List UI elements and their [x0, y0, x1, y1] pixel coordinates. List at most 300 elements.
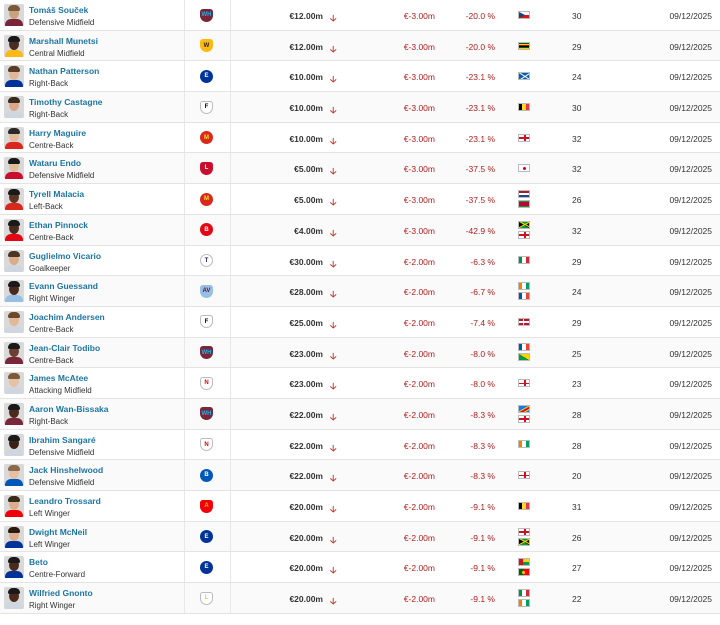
player-position: Attacking Midfield: [29, 386, 92, 396]
player-position: Centre-Back: [29, 232, 74, 242]
column-divider: [184, 399, 185, 429]
club-crest-icon[interactable]: [199, 7, 214, 23]
column-divider: [230, 0, 231, 30]
player-name-link[interactable]: Harry Maguire: [29, 127, 87, 138]
column-divider: [230, 522, 231, 552]
table-row: [0, 31, 720, 62]
club-crest-icon[interactable]: [199, 559, 214, 575]
player-name-link[interactable]: Marshall Munetsi: [29, 35, 98, 46]
value-change-percent: -8.3 %: [470, 471, 495, 482]
value-change-percent: -23.1 %: [465, 72, 495, 83]
player-name-link[interactable]: Leandro Trossard: [29, 496, 101, 506]
value-change-percent: -6.3 %: [470, 256, 495, 267]
value-change: €-2.00m: [403, 379, 435, 390]
flag-en-icon: [518, 415, 530, 423]
player-position: Defensive Midfield: [29, 18, 95, 27]
nationality-flags: [518, 368, 532, 398]
update-date: 09/12/2025: [669, 594, 712, 605]
player-photo[interactable]: [4, 464, 24, 486]
club-crest-icon[interactable]: [199, 467, 214, 483]
arrow-down-icon: 🡣: [330, 411, 337, 422]
player-position: Centre-Back: [29, 324, 74, 334]
player-position: Centre-Forward: [29, 570, 86, 580]
column-divider: [184, 61, 185, 91]
arrow-down-icon: 🡣: [330, 289, 337, 300]
column-divider: [184, 31, 185, 61]
table-row: [0, 491, 720, 522]
arrow-down-icon: 🡣: [330, 74, 337, 85]
value-change-percent: -42.9 %: [465, 225, 495, 236]
update-date: 09/12/2025: [669, 348, 712, 359]
player-photo[interactable]: [4, 65, 24, 87]
player-photo[interactable]: [4, 587, 24, 609]
value-change: €-2.00m: [403, 594, 435, 605]
flag-fr-icon: [518, 343, 530, 351]
club-crest-icon[interactable]: [199, 222, 214, 238]
player-photo[interactable]: [4, 311, 24, 333]
player-name-link[interactable]: Tomáš Souček: [29, 5, 89, 15]
club-crest-icon[interactable]: [199, 590, 214, 606]
market-value: €4.00m: [294, 225, 323, 236]
club-crest-icon[interactable]: [199, 191, 214, 207]
club-crest-icon[interactable]: [199, 529, 214, 545]
value-change: €-2.00m: [403, 440, 435, 451]
player-name-link[interactable]: Dwight McNeil: [29, 526, 88, 537]
value-change-percent: -6.7 %: [470, 287, 495, 298]
club-label: A: [200, 500, 213, 513]
player-photo[interactable]: [4, 219, 24, 241]
flag-en-icon: [518, 528, 530, 536]
flag-ci-icon: [518, 599, 530, 607]
update-date: 09/12/2025: [669, 133, 712, 144]
player-photo[interactable]: [4, 556, 24, 578]
flag-cd-icon: [518, 405, 530, 413]
table-row: [0, 307, 720, 338]
column-divider: [230, 246, 231, 276]
arrow-down-icon: 🡣: [330, 442, 337, 453]
club-label: M: [200, 131, 213, 144]
arrow-down-icon: 🡣: [330, 43, 337, 54]
update-date: 09/12/2025: [669, 379, 712, 390]
value-change-percent: -23.1 %: [465, 103, 495, 114]
table-row: [0, 552, 720, 583]
value-change: €-3.00m: [403, 225, 435, 236]
market-value: €5.00m: [294, 195, 323, 206]
player-photo[interactable]: [4, 434, 24, 456]
player-age: 20: [572, 471, 582, 482]
player-photo[interactable]: [4, 280, 24, 302]
player-name-link[interactable]: Aaron Wan-Bissaka: [29, 403, 109, 414]
player-age: 32: [572, 164, 582, 175]
player-photo[interactable]: [4, 188, 24, 210]
club-label: T: [200, 254, 213, 267]
update-date: 09/12/2025: [669, 471, 712, 482]
player-photo[interactable]: [4, 526, 24, 548]
flag-be-icon: [518, 103, 530, 111]
column-divider: [184, 92, 185, 122]
table-row: [0, 430, 720, 461]
player-age: 32: [572, 133, 582, 144]
club-label: B: [200, 469, 213, 482]
value-change: €-3.00m: [403, 72, 435, 83]
club-label: L: [200, 162, 213, 175]
flag-jp-icon: [518, 164, 530, 172]
market-value: €10.00m: [289, 133, 323, 144]
nationality-flags: [518, 31, 532, 61]
market-value: €28.00m: [289, 287, 323, 298]
column-divider: [230, 491, 231, 521]
club-crest-icon[interactable]: [199, 375, 214, 391]
player-name-link[interactable]: Ethan Pinnock: [29, 219, 89, 230]
nationality-flags: [518, 215, 532, 245]
column-divider: [184, 215, 185, 245]
value-change-percent: -8.3 %: [470, 440, 495, 451]
value-change-percent: -9.1 %: [470, 532, 495, 543]
table-row: [0, 0, 720, 31]
club-crest-icon[interactable]: [199, 130, 214, 146]
nationality-flags: [518, 92, 532, 122]
player-position: Right-Back: [29, 416, 69, 426]
column-divider: [184, 460, 185, 490]
nationality-flags: [518, 61, 532, 91]
arrow-down-icon: 🡣: [330, 596, 337, 607]
update-date: 09/12/2025: [669, 225, 712, 236]
nationality-flags: [518, 276, 532, 306]
market-value: €22.00m: [289, 471, 323, 482]
table-row: [0, 61, 720, 92]
arrow-down-icon: 🡣: [330, 135, 337, 146]
player-position: Defensive Midfield: [29, 478, 95, 488]
player-name-link[interactable]: Ibrahim Sangaré: [29, 434, 96, 445]
player-photo[interactable]: [4, 127, 24, 149]
club-label: WH: [200, 9, 213, 22]
column-divider: [184, 368, 185, 398]
club-label: E: [200, 561, 213, 574]
flag-pt-icon: [518, 568, 530, 576]
column-divider: [184, 430, 185, 460]
table-row: [0, 522, 720, 553]
column-divider: [230, 276, 231, 306]
table-row: [0, 338, 720, 369]
player-position: Defensive Midfield: [29, 171, 95, 181]
update-date: 09/12/2025: [669, 563, 712, 574]
player-name-link[interactable]: Jean-Clair Todibo: [29, 342, 101, 353]
value-change-percent: -9.1 %: [470, 502, 495, 512]
club-crest-icon[interactable]: [199, 437, 214, 453]
player-photo[interactable]: [4, 403, 24, 425]
player-age: 24: [572, 287, 582, 298]
player-age: 22: [572, 594, 582, 605]
club-label: N: [200, 377, 213, 390]
column-divider: [184, 338, 185, 368]
flag-be-icon: [518, 502, 530, 510]
update-date: 09/12/2025: [669, 532, 712, 543]
table-row: [0, 246, 720, 277]
club-label: E: [200, 530, 213, 543]
update-date: 09/12/2025: [669, 103, 712, 114]
player-photo[interactable]: [4, 372, 24, 394]
club-crest-icon[interactable]: [199, 314, 214, 330]
player-photo[interactable]: [4, 35, 24, 57]
flag-jm-icon: [518, 221, 530, 229]
player-age: 28: [572, 409, 582, 420]
value-change-percent: -20.0 %: [465, 11, 495, 21]
player-age: 27: [572, 563, 582, 574]
column-divider: [184, 491, 185, 521]
flag-ci-icon: [518, 282, 530, 290]
player-position: Right-Back: [29, 79, 69, 89]
market-value: €12.00m: [289, 11, 323, 21]
club-label: F: [200, 315, 213, 328]
value-change: €-3.00m: [403, 195, 435, 206]
column-divider: [184, 276, 185, 306]
club-crest-icon[interactable]: [199, 253, 214, 269]
arrow-down-icon: 🡣: [330, 105, 337, 116]
value-change: €-2.00m: [403, 409, 435, 420]
flag-it-icon: [518, 589, 530, 597]
market-value: €10.00m: [289, 72, 323, 83]
flag-it-icon: [518, 256, 530, 264]
player-age: 32: [572, 225, 582, 236]
column-divider: [184, 552, 185, 582]
club-label: M: [200, 193, 213, 206]
player-name-link[interactable]: Evann Guessand: [29, 281, 98, 292]
column-divider: [230, 61, 231, 91]
club-label: W: [200, 39, 213, 52]
value-change-percent: -9.1 %: [470, 594, 495, 605]
table-row: [0, 460, 720, 491]
player-position: Central Midfield: [29, 48, 85, 58]
table-row: [0, 583, 720, 614]
player-age: 29: [572, 317, 582, 328]
column-divider: [230, 399, 231, 429]
player-name-link[interactable]: Beto: [29, 557, 48, 568]
update-date: 09/12/2025: [669, 11, 712, 21]
column-divider: [230, 430, 231, 460]
arrow-down-icon: 🡣: [330, 258, 337, 269]
player-age: 29: [572, 256, 582, 267]
flag-en-icon: [518, 471, 530, 479]
table-row: [0, 399, 720, 430]
player-position: Right-Back: [29, 110, 69, 120]
table-row: [0, 92, 720, 123]
market-value: €25.00m: [289, 317, 323, 328]
column-divider: [230, 368, 231, 398]
update-date: 09/12/2025: [669, 287, 712, 298]
value-change-percent: -23.1 %: [465, 133, 495, 144]
flag-jm-icon: [518, 538, 530, 546]
value-change-percent: -20.0 %: [465, 41, 495, 52]
club-crest-icon[interactable]: [199, 160, 214, 176]
nationality-flags: [518, 307, 532, 337]
player-name-link[interactable]: James McAtee: [29, 373, 89, 384]
player-photo[interactable]: [4, 342, 24, 364]
value-change: €-2.00m: [403, 563, 435, 574]
flag-sr-icon: [518, 200, 530, 208]
flag-dk-icon: [518, 318, 530, 326]
club-label: L: [200, 592, 213, 605]
flag-gw-icon: [518, 558, 530, 566]
value-change-percent: -8.0 %: [470, 379, 495, 390]
table-row: [0, 215, 720, 246]
flag-sct-icon: [518, 72, 530, 80]
nationality-flags: [518, 491, 532, 521]
player-age: 29: [572, 41, 582, 52]
column-divider: [230, 123, 231, 153]
club-label: F: [200, 101, 213, 114]
arrow-down-icon: 🡣: [330, 504, 337, 514]
market-value: €20.00m: [289, 563, 323, 574]
update-date: 09/12/2025: [669, 41, 712, 52]
update-date: 09/12/2025: [669, 256, 712, 267]
flag-en-icon: [518, 379, 530, 387]
nationality-flags: [518, 153, 532, 183]
club-crest-icon[interactable]: [199, 99, 214, 115]
value-change-percent: -37.5 %: [465, 164, 495, 175]
player-age: 26: [572, 532, 582, 543]
column-divider: [230, 552, 231, 582]
column-divider: [230, 92, 231, 122]
value-change-percent: -8.3 %: [470, 409, 495, 420]
market-value: €23.00m: [289, 348, 323, 359]
value-change: €-2.00m: [403, 348, 435, 359]
nationality-flags: [518, 522, 532, 552]
column-divider: [230, 215, 231, 245]
value-change: €-3.00m: [403, 11, 435, 21]
value-change: €-2.00m: [403, 256, 435, 267]
arrow-down-icon: 🡣: [330, 197, 337, 208]
player-name-link[interactable]: Timothy Castagne: [29, 97, 103, 108]
player-age: 30: [572, 11, 582, 21]
player-photo[interactable]: [4, 4, 24, 26]
player-name-link[interactable]: Guglielmo Vicario: [29, 250, 102, 261]
market-value: €22.00m: [289, 440, 323, 451]
player-age: 30: [572, 103, 582, 114]
nationality-flags: [518, 430, 532, 460]
player-name-link[interactable]: Joachim Andersen: [29, 311, 105, 322]
nationality-flags: [518, 338, 532, 368]
club-label: AV: [200, 285, 213, 298]
player-name-link[interactable]: Wilfried Gnonto: [29, 588, 93, 599]
player-position: Centre-Back: [29, 355, 74, 365]
player-photo[interactable]: [4, 250, 24, 272]
nationality-flags: [518, 184, 532, 214]
club-label: WH: [200, 407, 213, 420]
arrow-down-icon: 🡣: [330, 350, 337, 361]
market-value: €23.00m: [289, 379, 323, 390]
arrow-down-icon: 🡣: [330, 227, 337, 238]
player-age: 31: [572, 502, 582, 512]
update-date: 09/12/2025: [669, 72, 712, 83]
arrow-down-icon: 🡣: [330, 565, 337, 576]
market-value: €22.00m: [289, 409, 323, 420]
value-change-percent: -37.5 %: [465, 195, 495, 206]
market-value: €5.00m: [294, 164, 323, 175]
player-name-link[interactable]: Nathan Patterson: [29, 66, 100, 77]
column-divider: [230, 583, 231, 613]
column-divider: [184, 153, 185, 183]
column-divider: [184, 307, 185, 337]
table-row: [0, 123, 720, 154]
column-divider: [230, 460, 231, 490]
update-date: 09/12/2025: [669, 409, 712, 420]
update-date: 09/12/2025: [669, 195, 712, 206]
club-label: B: [200, 223, 213, 236]
player-age: 24: [572, 72, 582, 83]
player-photo[interactable]: [4, 495, 24, 517]
club-crest-icon[interactable]: [199, 345, 214, 361]
club-label: N: [200, 438, 213, 451]
club-crest-icon[interactable]: [199, 38, 214, 54]
value-change: €-2.00m: [403, 287, 435, 298]
club-crest-icon[interactable]: [199, 498, 214, 514]
nationality-flags: [518, 123, 532, 153]
nationality-flags: [518, 399, 532, 429]
value-change-percent: -7.4 %: [470, 317, 495, 328]
club-crest-icon[interactable]: [199, 283, 214, 299]
player-age: 26: [572, 195, 582, 206]
column-divider: [230, 307, 231, 337]
arrow-down-icon: 🡣: [330, 13, 337, 23]
player-name-link[interactable]: Tyrell Malacia: [29, 189, 85, 200]
market-value: €30.00m: [289, 256, 323, 267]
market-value: €20.00m: [289, 594, 323, 605]
flag-cz-icon: [518, 11, 530, 19]
player-photo[interactable]: [4, 157, 24, 179]
arrow-down-icon: 🡣: [330, 319, 337, 330]
update-date: 09/12/2025: [669, 502, 712, 512]
player-position: Centre-Back: [29, 140, 74, 150]
player-name-link[interactable]: Jack Hinshelwood: [29, 465, 104, 476]
market-value: €20.00m: [289, 502, 323, 512]
table-row: [0, 184, 720, 215]
player-position: Right Winger: [29, 294, 76, 304]
flag-ci-icon: [518, 440, 530, 448]
value-change: €-2.00m: [403, 471, 435, 482]
player-photo[interactable]: [4, 96, 24, 118]
club-crest-icon[interactable]: [199, 406, 214, 422]
value-change-percent: -9.1 %: [470, 563, 495, 574]
nationality-flags: [518, 552, 532, 582]
player-name-link[interactable]: Wataru Endo: [29, 158, 82, 169]
player-position: Right Winger: [29, 601, 76, 611]
player-position: Left Winger: [29, 539, 70, 549]
column-divider: [184, 522, 185, 552]
arrow-down-icon: 🡣: [330, 166, 337, 177]
table-row: [0, 368, 720, 399]
value-change: €-2.00m: [403, 532, 435, 543]
column-divider: [184, 0, 185, 30]
flag-zw-icon: [518, 42, 530, 50]
player-position: Left Winger: [29, 509, 70, 518]
arrow-down-icon: 🡣: [330, 381, 337, 392]
value-change: €-3.00m: [403, 103, 435, 114]
table-row: [0, 276, 720, 307]
market-value: €10.00m: [289, 103, 323, 114]
flag-fr-icon: [518, 292, 530, 300]
player-position: Defensive Midfield: [29, 447, 95, 457]
player-age: 23: [572, 379, 582, 390]
club-crest-icon[interactable]: [199, 68, 214, 84]
arrow-down-icon: 🡣: [330, 473, 337, 484]
player-age: 28: [572, 440, 582, 451]
column-divider: [184, 246, 185, 276]
column-divider: [184, 184, 185, 214]
value-change: €-2.00m: [403, 502, 435, 512]
nationality-flags: [518, 246, 532, 276]
value-change: €-2.00m: [403, 317, 435, 328]
player-position: Goalkeeper: [29, 263, 71, 273]
